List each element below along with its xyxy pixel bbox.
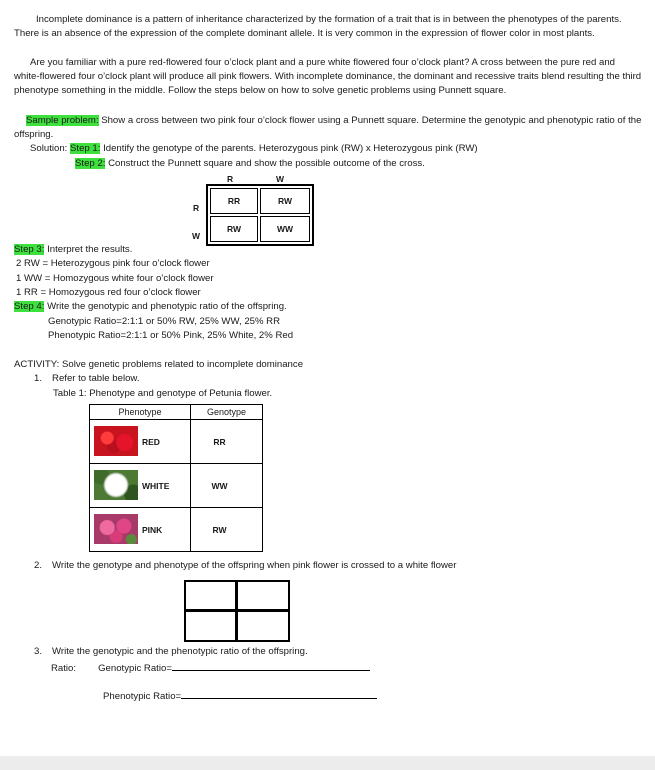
pink-petunia-image [94, 514, 138, 544]
punnett-cell: RR [210, 188, 258, 214]
table-row [90, 464, 263, 508]
punnett-cell: RW [260, 188, 310, 214]
phenotypic-ratio-label: Phenotypic Ratio= [103, 691, 182, 702]
phenotype-white: WHITE [142, 481, 170, 492]
item-number: 3. [34, 646, 43, 657]
activity-title: ACTIVITY: Solve genetic problems related to incomplete dominance [14, 359, 304, 370]
punnett-cell: RW [210, 216, 258, 242]
genotypic-ratio-label: Genotypic Ratio= [98, 663, 172, 674]
table-row [90, 508, 263, 552]
table-caption: Table 1: Phenotype and genotype of Petunia flower. [53, 388, 273, 399]
phenotypic-answer-line[interactable] [181, 688, 377, 699]
item-text: Refer to table below. [52, 373, 140, 384]
sample-problem-text: Show a cross between two pink four o’clock flower using a Punnett square. Determine the genotypic and phenotypic ratio of the offspring. [14, 115, 642, 141]
solution-step-2 [75, 157, 425, 171]
ratio-label: Ratio: [51, 663, 77, 674]
step-4-label: Step 4: [14, 301, 45, 312]
step-3-text: Interpret the results. [44, 244, 133, 255]
genotype-pink: RW [191, 508, 263, 552]
punnett-cell: WW [260, 216, 310, 242]
activity-item-3 [34, 645, 308, 659]
genotypic-ratio-answer[interactable] [51, 660, 370, 676]
item-text: Write the genotypic and the phenotypic ratio of the offspring. [52, 646, 308, 657]
punnett-col-header: W [276, 174, 285, 184]
table-row [90, 420, 263, 464]
solution-prefix: Solution: [30, 143, 71, 154]
step-3 [14, 243, 132, 257]
item-number: 1. [34, 373, 43, 384]
sample-problem-label: Sample problem: [26, 115, 99, 126]
step-3-label: Step 3: [14, 244, 45, 255]
genotypic-ratio: Genotypic Ratio=2:1:1 or 50% RW, 25% WW, 25% RR [48, 316, 281, 327]
intro-paragraph-2: Are you familiar with a pure red-flowered four o’clock plant and a pure white flowered four o’clock plant? A cross between the pure red and white-flowered four o’clock plant will produce all pink flowers. With incomplete dominance, the dominant and recessive traits blend resulting the third phenotype something in the middle. Follow the steps below on how to solve genetic problems using Punnett square. [14, 57, 642, 97]
result-line: 1 RR = Homozygous red four o’clock flower [16, 287, 201, 298]
red-petunia-image [94, 426, 138, 456]
table-header-genotype: Genotype [191, 405, 263, 420]
step-1-text: Identify the genotype of the parents. Heterozygous pink (RW) x Heterozygous pink (RW) [100, 143, 478, 154]
white-petunia-image [94, 470, 138, 500]
activity-item-2 [34, 559, 456, 573]
grid-divider [184, 609, 290, 612]
step-2-label: Step 2: [75, 158, 106, 169]
phenotype-red: RED [142, 437, 160, 448]
item-number: 2. [34, 560, 43, 571]
petunia-table [89, 404, 263, 552]
punnett-col-header: R [227, 174, 234, 184]
solution-step-1 [30, 142, 478, 156]
step-1-label: Step 1: [70, 143, 101, 154]
genotypic-answer-line[interactable] [172, 660, 370, 671]
phenotype-pink: PINK [142, 525, 163, 536]
genotype-red: RR [191, 420, 263, 464]
result-line: 2 RW = Heterozygous pink four o’clock flower [16, 258, 210, 269]
punnett-row-header: R [193, 203, 200, 213]
table-header-phenotype: Phenotype [90, 405, 191, 420]
sample-problem [14, 114, 642, 142]
step-4 [14, 300, 287, 314]
genotype-white: WW [191, 464, 263, 508]
phenotypic-ratio-answer[interactable] [103, 688, 377, 704]
phenotypic-ratio: Phenotypic Ratio=2:1:1 or 50% Pink, 25% White, 2% Red [48, 330, 294, 341]
intro-paragraph-1: Incomplete dominance is a pattern of inheritance characterized by the formation of a trait that is in between the phenotypes of the parents. There is an absence of the expression of the complete dominant allele. It is very common in the expression of flower color in most plants. [14, 14, 622, 40]
punnett-row-header: W [192, 231, 201, 241]
step-4-text: Write the genotypic and phenotypic ratio of the offspring. [44, 301, 287, 312]
page-bottom-edge [0, 756, 655, 770]
result-line: 1 WW = Homozygous white four o’clock flower [16, 273, 214, 284]
activity-item-1 [34, 372, 139, 386]
step-2-text: Construct the Punnett square and show the possible outcome of the cross. [105, 158, 425, 169]
item-text: Write the genotype and phenotype of the offspring when pink flower is crossed to a white flower [52, 560, 457, 571]
